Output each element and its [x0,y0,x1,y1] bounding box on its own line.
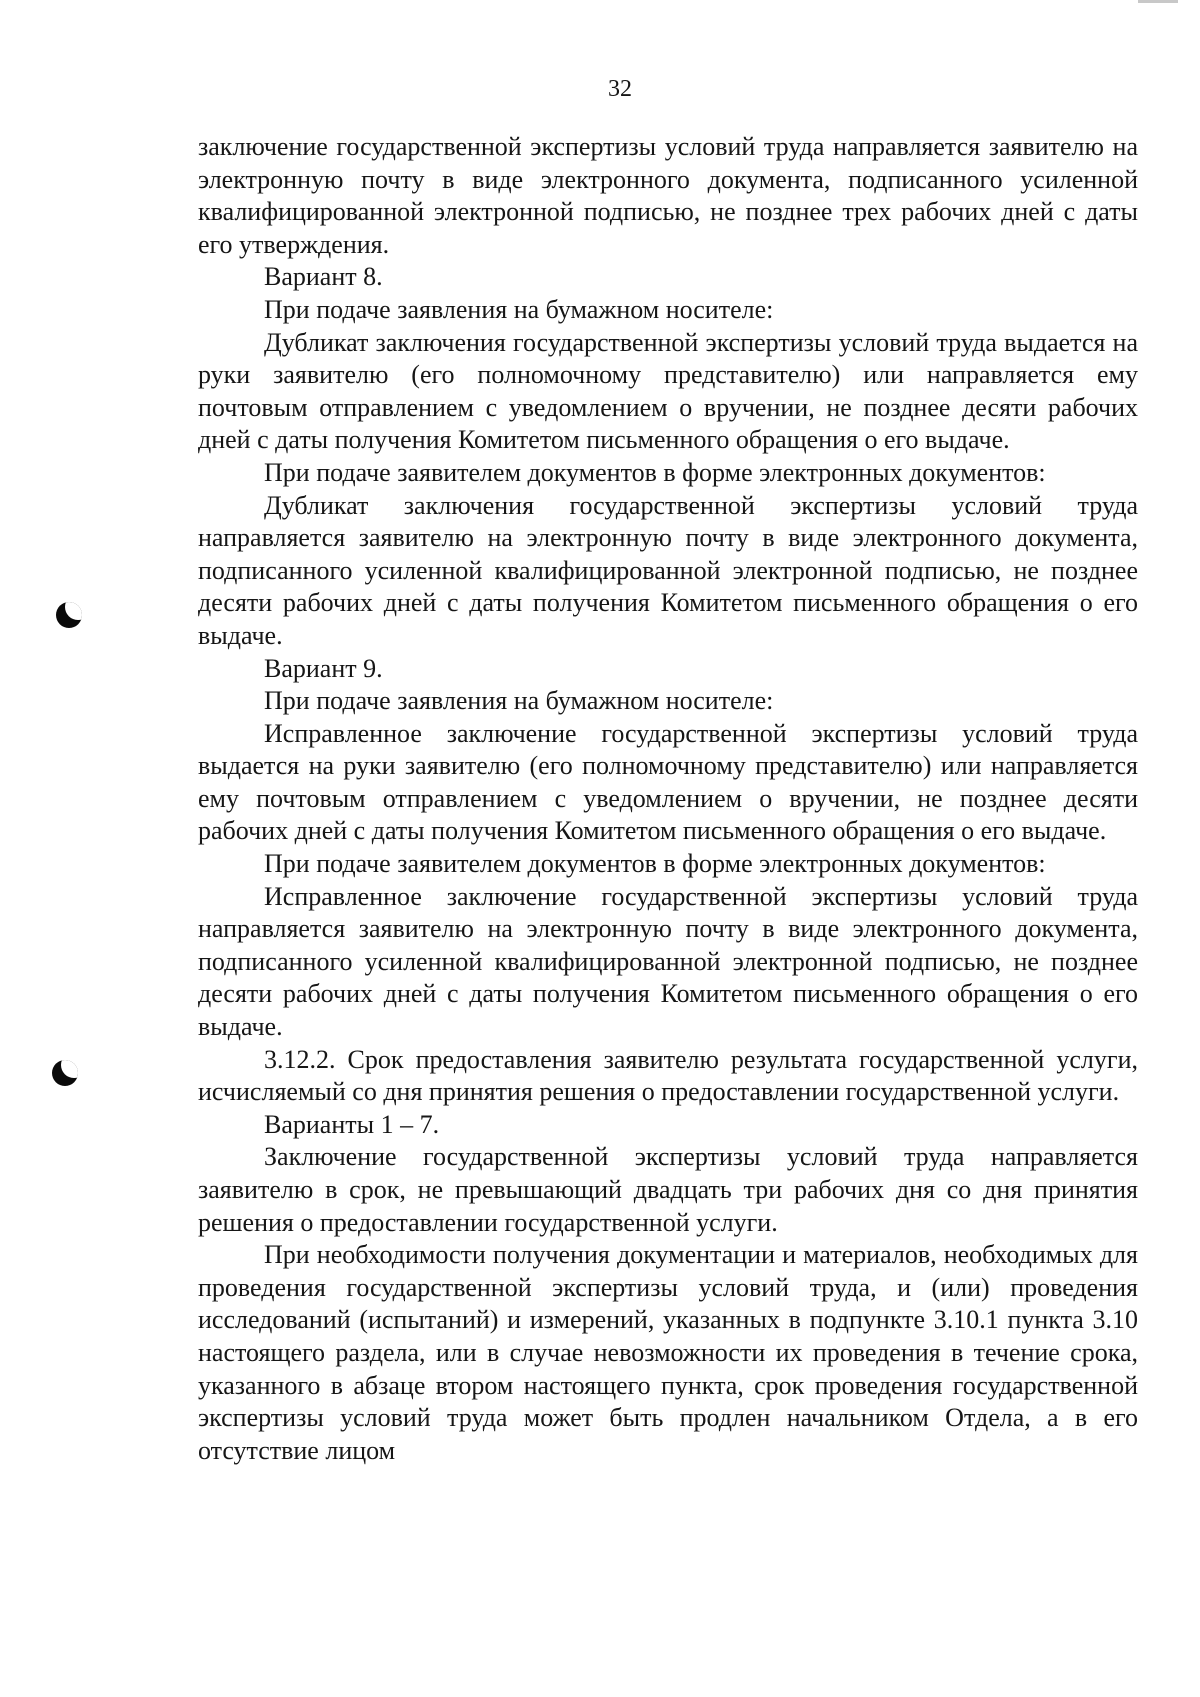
variants-1-7-heading: Варианты 1 – 7. [264,1109,440,1139]
electronic-submission-heading: При подаче заявителем документов в форме электронных документов: [264,457,1046,487]
page-number: 32 [608,76,632,102]
document-body [198,131,1138,1467]
variant-9-heading: Вариант 9. [264,653,383,683]
paragraph-corrected-electronic: Исправленное заключение государственной экспертизы условий труда направляется заявителю на электронную почту в виде электронного документа, подписанного усиленной квалифицированной электронной подписью, не позднее десяти рабочих дней с даты получения Комитетом письменного обращения о его выдаче. [198,881,1138,1042]
paragraph-corrected-paper: Исправленное заключение государственной экспертизы условий труда выдается на руки заявителю (его полномочному представителю) или направляется ему почтовым отправлением с уведомлением о вручении, не позднее десяти рабочих дней с даты получения Комитетом письменного обращения о его выдаче. [198,718,1138,846]
binder-hole-mark [56,602,82,628]
paragraph-duplicate-electronic: Дубликат заключения государственной экспертизы условий труда направляется заявителю на электронную почту в виде электронного документа, подписанного усиленной квалифицированной электронной подписью, не позднее десяти рабочих дней с даты получения Комитетом письменного обращения о его выдаче. [198,490,1138,650]
variant-8-heading: Вариант 8. [264,262,383,292]
paragraph-duplicate-paper: Дубликат заключения государственной экспертизы условий труда выдается на руки заявителю (его полномочному представителю) или направляется ему почтовым отправлением с уведомлением о вручении, не позднее десяти рабочих дней с даты получения Комитетом письменного обращения о его выдаче. [198,327,1138,455]
section-3-12-2: 3.12.2. Срок предоставления заявителю результата государственной услуги, исчисляемый со дня принятия решения о предоставлении государственной услуги. [198,1044,1138,1107]
electronic-submission-heading: При подаче заявителем документов в форме электронных документов: [264,849,1046,879]
paragraph-extension: При необходимости получения документации и материалов, необходимых для проведения государственной экспертизы условий труда, и (или) проведения исследований (испытаний) и измерений, указанных в подпункте 3.10.1 пункта 3.10 настоящего раздела, или в случае невозможности их проведения в течение срока, указанного в абзаце втором настоящего пункта, срок проведения государственной экспертизы условий труда может быть продлен начальником Отдела, а в его отсутствие лицом [198,1240,1138,1465]
paragraph-conclusion-deadline: Заключение государственной экспертизы условий труда направляется заявителю в срок, не превышающий двадцать три рабочих дня со дня принятия решения о предоставлении государственной услуги. [198,1142,1138,1237]
scan-corner-mark [1138,0,1178,3]
paper-submission-heading: При подаче заявления на бумажном носителе: [264,294,774,324]
paper-submission-heading: При подаче заявления на бумажном носителе: [264,686,774,716]
binder-hole-mark [52,1060,78,1086]
paragraph-continuation: заключение государственной экспертизы условий труда направляется заявителю на электронную почту в виде электронного документа, подписанного усиленной квалифицированной электронной подписью, не позднее трех рабочих дней с даты его утверждения. [198,132,1138,259]
